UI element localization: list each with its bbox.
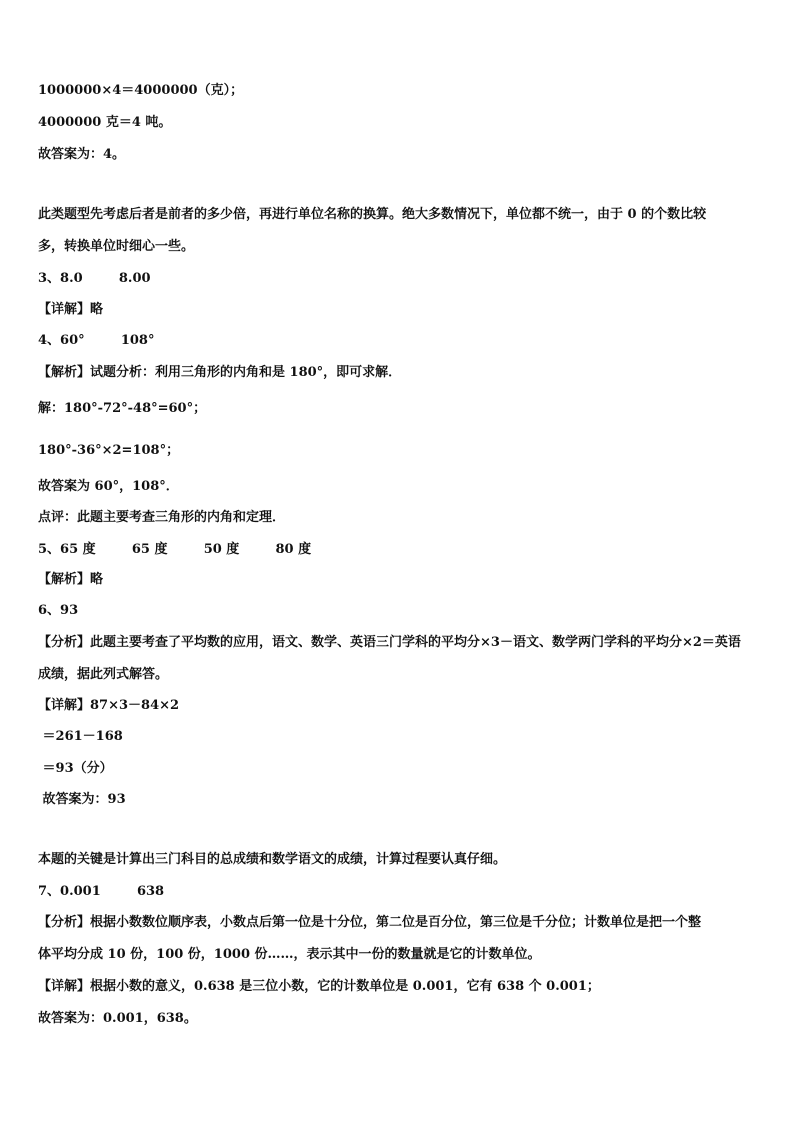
text-line: 故答案为：0.001，638。: [38, 1011, 197, 1026]
text-line: 多，转换单位时细心一些。: [38, 239, 195, 254]
text-line: 【分析】此题主要考查了平均数的应用，语文、数学、英语三门学科的平均分×3－语文、数学两门学科的平均分×2＝英语: [38, 635, 741, 650]
text-line: 故答案为：4。: [38, 147, 126, 162]
text-line: ＝261－168: [38, 729, 123, 744]
text-line: 【详解】略: [38, 302, 104, 317]
text-line: 1000000×4＝4000000（克）；: [38, 83, 244, 98]
text-line: 本题的关键是计算出三门科目的总成绩和数学语文的成绩，计算过程要认真仔细。: [38, 852, 507, 867]
text-line: 【解析】试题分析：利用三角形的内角和是 180°，即可求解．: [38, 365, 402, 380]
text-line: 【详解】87×3－84×2: [38, 698, 180, 713]
text-line: 【分析】根据小数数位顺序表，小数点后第一位是十分位，第二位是百分位，第三位是千分位；计数单位是把一个整: [38, 915, 702, 930]
text-line: 体平均分成 10 份，100 份，1000 份……，表示其中一份的数量就是它的计数单位。: [38, 947, 541, 962]
text-line: 3、8.0 8.00: [38, 271, 151, 286]
text-line: ＝93（分）: [38, 761, 113, 776]
text-line: 7、0.001 638: [38, 884, 165, 899]
text-line: 6、93: [38, 603, 79, 618]
text-line: 解：180°-72°-48°=60°；: [38, 401, 207, 416]
text-line: 【详解】根据小数的意义，0.638 是三位小数，它的计数单位是 0.001，它有 638 个 0.001；: [38, 979, 600, 994]
text-line: 故答案为：93: [38, 792, 126, 807]
text-line: 此类题型先考虑后者是前者的多少倍，再进行单位名称的换算。绝大多数情况下，单位都不统一，由于 0 的个数比较: [38, 207, 707, 222]
text-line: 成绩，据此列式解答。: [38, 667, 169, 682]
text-line: 4、60° 108°: [38, 333, 155, 348]
text-line: 【解析】略: [38, 572, 104, 587]
text-line: 4000000 克＝4 吨。: [38, 115, 172, 130]
text-line: 180°-36°×2=108°；: [38, 443, 180, 458]
text-line: 点评：此题主要考查三角形的内角和定理．: [38, 510, 286, 525]
text-line: 5、65 度 65 度 50 度 80 度: [38, 542, 312, 557]
text-line: 故答案为 60°，108°．: [38, 479, 179, 494]
